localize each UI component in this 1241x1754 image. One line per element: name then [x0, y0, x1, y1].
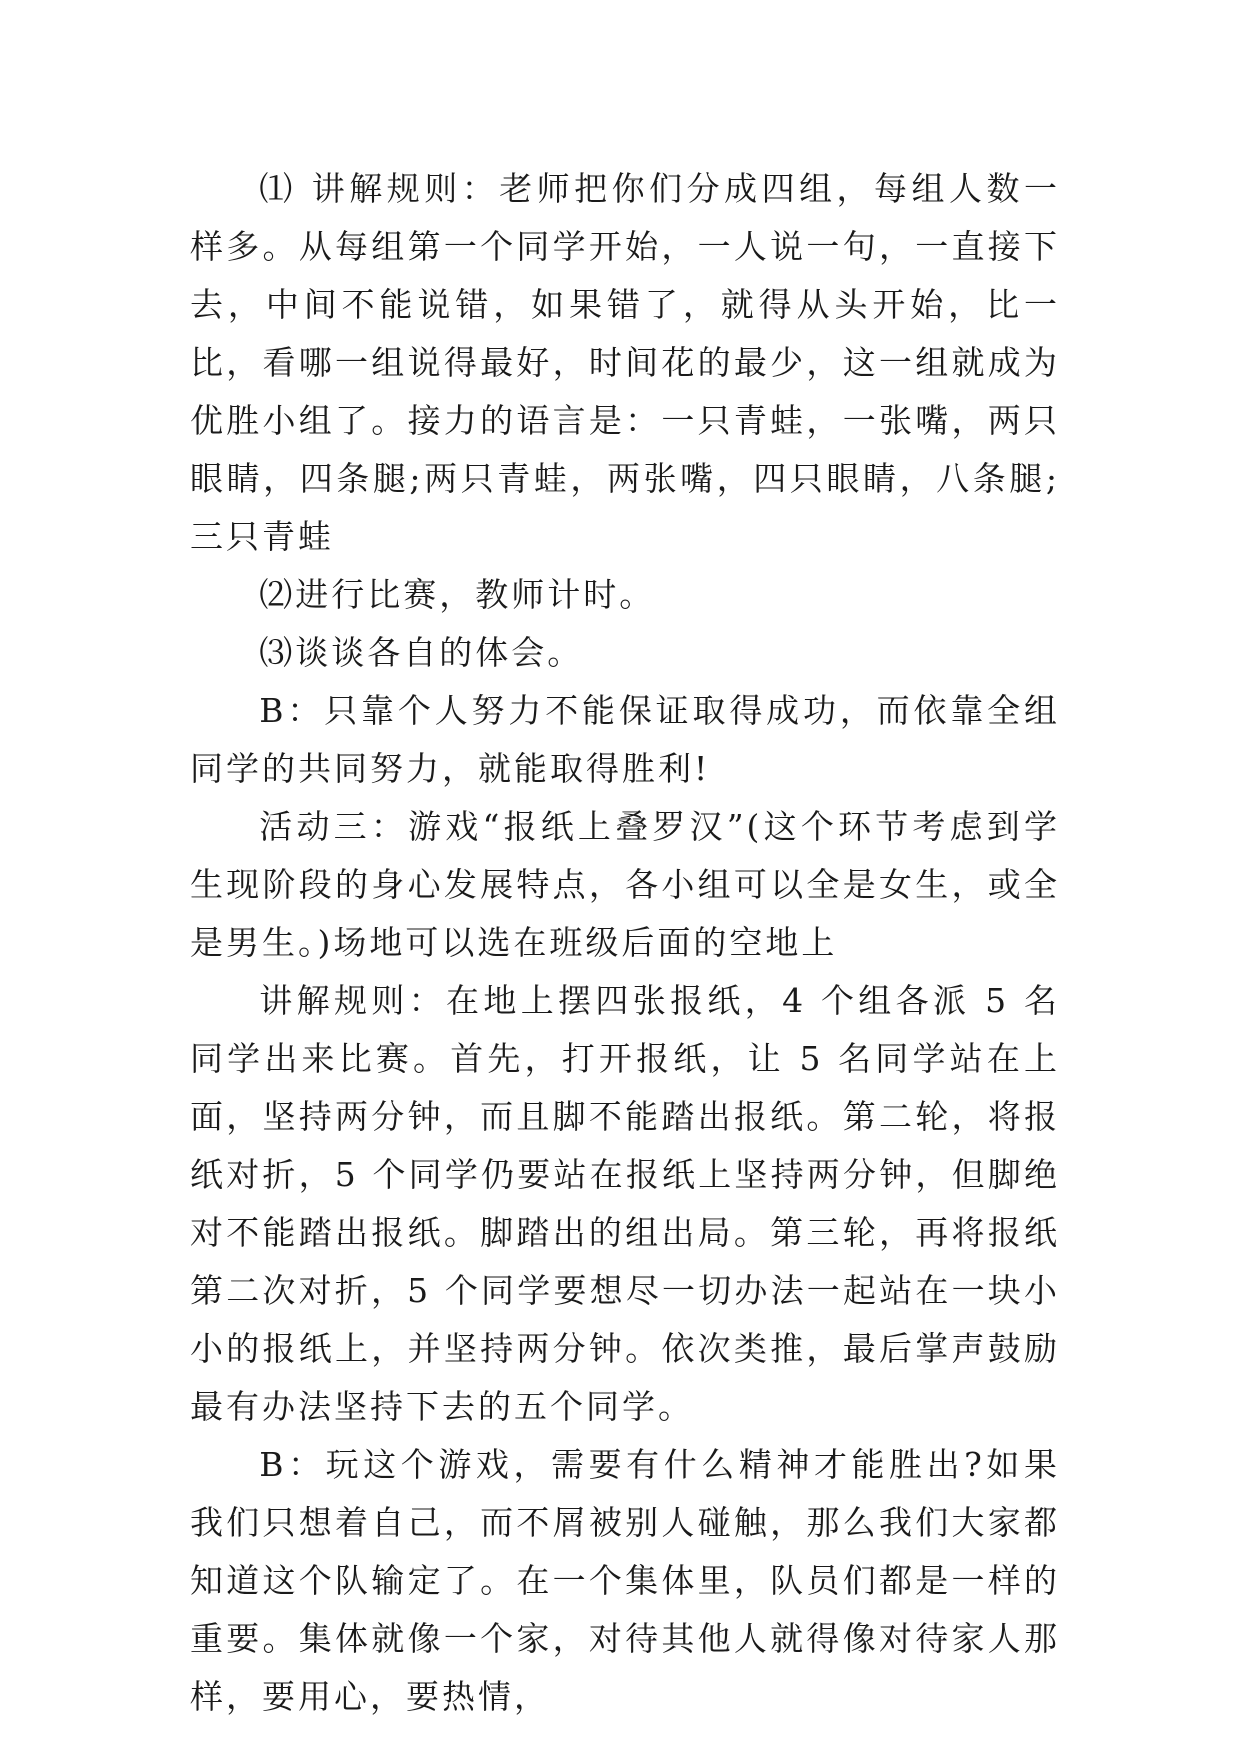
- paragraph-rules-explanation: ⑴ 讲解规则：老师把你们分成四组，每组人数一样多。从每组第一个同学开始，一人说一句，一直接下去，中间不能说错，如果错了，就得从头开始，比一比，看哪一组说得最好，时间花的最少，这一组就成为优胜小组了。接力的语言是：一只青蛙，一张嘴，两只眼睛，四条腿;两只青蛙，两张嘴，四只眼睛，八条腿;三只青蛙: [190, 169, 1060, 556]
- document-body: [190, 160, 1060, 1726]
- paragraph-reflection: ⑶谈谈各自的体会。: [259, 633, 584, 672]
- paragraph-activity-three: 活动三：游戏“报纸上叠罗汉”(这个环节考虑到学生现阶段的身心发展特点，各小组可以全是女生，或全是男生。)场地可以选在班级后面的空地上: [190, 807, 1060, 962]
- paragraph-conclusion-b2: B：玩这个游戏，需要有什么精神才能胜出?如果我们只想着自己，而不屑被别人碰触，那么我们大家都知道这个队输定了。在一个集体里，队员们都是一样的重要。集体就像一个家，对待其他人就得像对待家人那样，要用心，要热情，: [190, 1445, 1060, 1716]
- paragraph-newspaper-rules: 讲解规则：在地上摆四张报纸，4 个组各派 5 名同学出来比赛。首先，打开报纸，让 5 名同学站在上面，坚持两分钟，而且脚不能踏出报纸。第二轮，将报纸对折，5 个同学仍要站在报纸上坚持两分钟，但脚绝对不能踏出报纸。脚踏出的组出局。第三轮，再将报纸第二次对折，5 个同学要想尽一切办法一起站在一块小小的报纸上，并坚持两分钟。依次类推，最后掌声鼓励最有办法坚持下去的五个同学。: [190, 981, 1060, 1426]
- paragraph-competition: ⑵进行比赛，教师计时。: [259, 575, 656, 614]
- paragraph-conclusion-b1: B：只靠个人努力不能保证取得成功，而依靠全组同学的共同努力，就能取得胜利!: [190, 691, 1060, 788]
